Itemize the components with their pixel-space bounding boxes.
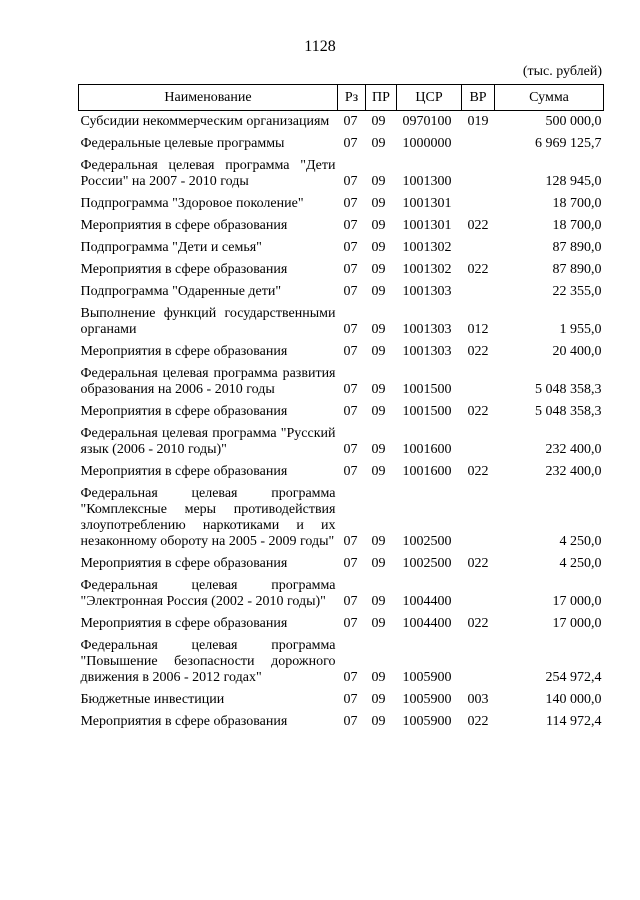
row-name: Бюджетные инвестиции <box>80 692 225 707</box>
row-vr <box>462 237 495 259</box>
row-csr: 1001301 <box>402 218 452 233</box>
row-name: Мероприятия в сфере образования <box>80 464 288 479</box>
row-rz: 07 <box>343 534 358 549</box>
table-row <box>79 401 604 423</box>
row-sum: 5 048 358,3 <box>535 404 602 419</box>
row-pr: 09 <box>371 262 386 277</box>
row-vr <box>462 423 495 461</box>
table-row <box>79 711 604 733</box>
row-vr: 022 <box>467 262 489 277</box>
row-name: Федеральная целевая программа "Комплексные меры противодействия злоупотреблению наркотиками и их незаконному обороту на 2005 - 2009 годы" <box>80 486 336 549</box>
table-row <box>79 133 604 155</box>
row-sum: 1 955,0 <box>559 322 602 337</box>
row-name: Подпрограмма "Дети и семья" <box>80 240 262 255</box>
row-rz: 07 <box>343 616 358 631</box>
row-rz: 07 <box>343 136 358 151</box>
row-rz: 07 <box>343 442 358 457</box>
row-sum: 18 700,0 <box>552 196 602 211</box>
row-name: Подпрограмма "Здоровое поколение" <box>80 196 304 211</box>
row-rz: 07 <box>343 284 358 299</box>
row-sum: 87 890,0 <box>552 262 602 277</box>
row-name: Федеральная целевая программа "Повышение безопасности дорожного движения в 2006 - 2012 годах" <box>80 638 336 685</box>
row-sum: 87 890,0 <box>552 240 602 255</box>
table-row <box>79 575 604 613</box>
table-row <box>79 635 604 689</box>
row-csr: 1005900 <box>402 692 452 707</box>
row-pr: 09 <box>371 670 386 685</box>
row-csr: 1001303 <box>402 344 452 359</box>
table-row <box>79 423 604 461</box>
row-vr: 022 <box>467 344 489 359</box>
row-pr: 09 <box>371 556 386 571</box>
row-name: Подпрограмма "Одаренные дети" <box>80 284 282 299</box>
row-name: Мероприятия в сфере образования <box>80 344 288 359</box>
row-csr: 1001301 <box>402 196 452 211</box>
row-rz: 07 <box>343 464 358 479</box>
row-name: Федеральная целевая программа "Электронная Россия (2002 - 2010 годы)" <box>80 578 336 609</box>
row-pr: 09 <box>371 344 386 359</box>
row-sum: 4 250,0 <box>559 556 602 571</box>
table-row <box>79 613 604 635</box>
row-rz: 07 <box>343 404 358 419</box>
row-sum: 5 048 358,3 <box>535 382 602 397</box>
row-sum: 114 972,4 <box>546 714 602 729</box>
row-name: Мероприятия в сфере образования <box>80 404 288 419</box>
row-sum: 20 400,0 <box>552 344 602 359</box>
row-vr <box>462 133 495 155</box>
row-vr: 022 <box>467 556 489 571</box>
row-pr: 09 <box>371 114 386 129</box>
row-vr: 022 <box>467 404 489 419</box>
row-pr: 09 <box>371 442 386 457</box>
row-pr: 09 <box>371 322 386 337</box>
row-sum: 140 000,0 <box>545 692 602 707</box>
row-sum: 17 000,0 <box>552 594 602 609</box>
row-rz: 07 <box>343 594 358 609</box>
row-csr: 1001600 <box>402 464 452 479</box>
row-csr: 1001500 <box>402 404 452 419</box>
row-name: Субсидии некоммерческим организациям <box>80 114 330 129</box>
table-row <box>79 281 604 303</box>
header-csr: ЦСР <box>397 85 462 111</box>
row-pr: 09 <box>371 714 386 729</box>
row-pr: 09 <box>371 692 386 707</box>
header-name: Наименование <box>79 85 338 111</box>
row-pr: 09 <box>371 284 386 299</box>
row-rz: 07 <box>343 174 358 189</box>
row-csr: 1001303 <box>402 322 452 337</box>
row-name: Мероприятия в сфере образования <box>80 616 288 631</box>
row-rz: 07 <box>343 196 358 211</box>
row-vr <box>462 363 495 401</box>
row-sum: 22 355,0 <box>552 284 602 299</box>
row-pr: 09 <box>371 240 386 255</box>
row-vr <box>462 155 495 193</box>
row-pr: 09 <box>371 594 386 609</box>
row-rz: 07 <box>343 114 358 129</box>
page-number: 1128 <box>304 38 336 55</box>
row-vr: 022 <box>467 218 489 233</box>
row-sum: 128 945,0 <box>545 174 602 189</box>
row-vr: 019 <box>467 114 489 129</box>
row-sum: 232 400,0 <box>545 464 602 479</box>
row-csr: 1001500 <box>402 382 452 397</box>
table-row <box>79 303 604 341</box>
units-label: (тыс. рублей) <box>522 64 602 79</box>
header-pr: ПР <box>366 85 397 111</box>
row-sum: 4 250,0 <box>559 534 602 549</box>
row-name: Федеральная целевая программа "Дети России" на 2007 - 2010 годы <box>80 158 336 189</box>
table-row <box>79 215 604 237</box>
row-csr: 1001302 <box>402 262 452 277</box>
row-rz: 07 <box>343 240 358 255</box>
row-csr: 0970100 <box>402 114 452 129</box>
header-rz: Рз <box>338 85 366 111</box>
row-vr: 012 <box>467 322 489 337</box>
row-rz: 07 <box>343 556 358 571</box>
table-row <box>79 111 604 134</box>
table-header-row <box>79 85 604 111</box>
row-csr: 1001303 <box>402 284 452 299</box>
table-row <box>79 193 604 215</box>
row-pr: 09 <box>371 534 386 549</box>
header-sum: Сумма <box>495 85 604 111</box>
row-name: Федеральные целевые программы <box>80 136 285 151</box>
row-csr: 1002500 <box>402 534 452 549</box>
row-csr: 1002500 <box>402 556 452 571</box>
table-row <box>79 341 604 363</box>
row-rz: 07 <box>343 322 358 337</box>
table-row <box>79 553 604 575</box>
table-row <box>79 155 604 193</box>
row-sum: 6 969 125,7 <box>535 136 602 151</box>
row-pr: 09 <box>371 404 386 419</box>
table-row <box>79 461 604 483</box>
row-sum: 500 000,0 <box>545 114 602 129</box>
row-rz: 07 <box>343 382 358 397</box>
row-vr <box>462 193 495 215</box>
row-vr <box>462 483 495 553</box>
row-pr: 09 <box>371 174 386 189</box>
row-pr: 09 <box>371 196 386 211</box>
table-row <box>79 259 604 281</box>
row-vr: 022 <box>467 616 489 631</box>
row-pr: 09 <box>371 382 386 397</box>
row-pr: 09 <box>371 464 386 479</box>
row-vr: 022 <box>467 714 489 729</box>
row-rz: 07 <box>343 692 358 707</box>
table-row <box>79 237 604 259</box>
row-csr: 1001302 <box>402 240 452 255</box>
row-name: Мероприятия в сфере образования <box>80 556 288 571</box>
row-sum: 18 700,0 <box>552 218 602 233</box>
row-csr: 1005900 <box>402 670 452 685</box>
row-pr: 09 <box>371 218 386 233</box>
row-vr <box>462 635 495 689</box>
row-csr: 1004400 <box>402 616 452 631</box>
row-csr: 1004400 <box>402 594 452 609</box>
row-rz: 07 <box>343 344 358 359</box>
row-vr <box>462 575 495 613</box>
header-vr: ВР <box>462 85 495 111</box>
row-csr: 1005900 <box>402 714 452 729</box>
table-row <box>79 363 604 401</box>
row-vr: 022 <box>467 464 489 479</box>
row-name: Мероприятия в сфере образования <box>80 714 288 729</box>
row-rz: 07 <box>343 262 358 277</box>
row-name: Мероприятия в сфере образования <box>80 218 288 233</box>
row-pr: 09 <box>371 616 386 631</box>
table-row <box>79 689 604 711</box>
row-rz: 07 <box>343 714 358 729</box>
row-pr: 09 <box>371 136 386 151</box>
row-rz: 07 <box>343 218 358 233</box>
row-vr <box>462 281 495 303</box>
budget-table <box>78 84 604 733</box>
row-sum: 17 000,0 <box>552 616 602 631</box>
row-sum: 254 972,4 <box>545 670 602 685</box>
row-name: Федеральная целевая программа "Русский язык (2006 - 2010 годы)" <box>80 426 336 457</box>
row-vr: 003 <box>467 692 489 707</box>
row-rz: 07 <box>343 670 358 685</box>
row-sum: 232 400,0 <box>545 442 602 457</box>
row-csr: 1000000 <box>402 136 452 151</box>
row-name: Мероприятия в сфере образования <box>80 262 288 277</box>
row-csr: 1001300 <box>402 174 452 189</box>
row-csr: 1001600 <box>402 442 452 457</box>
row-name: Федеральная целевая программа развития образования на 2006 - 2010 годы <box>80 366 336 397</box>
row-name: Выполнение функций государственными органами <box>80 306 336 337</box>
table-row <box>79 483 604 553</box>
